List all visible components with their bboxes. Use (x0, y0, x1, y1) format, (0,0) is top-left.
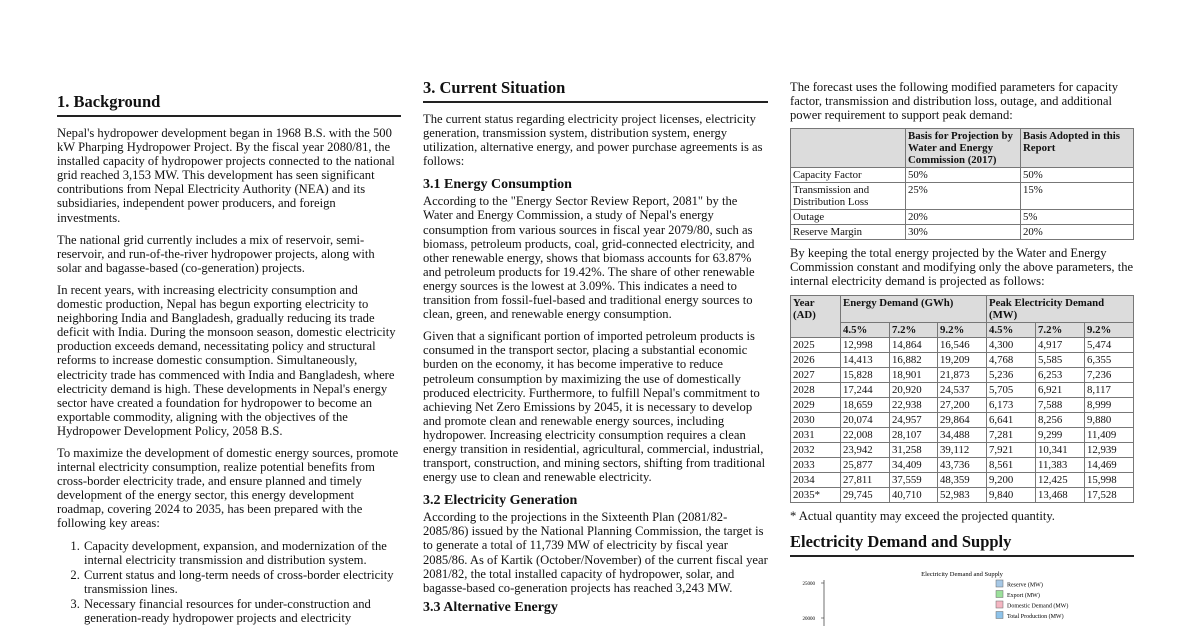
table-row (791, 427, 1134, 442)
legend-label: Domestic Demand (MW) (1007, 603, 1069, 610)
growth-rate-header: 4.5% (987, 322, 1036, 337)
table-cell: Capacity Factor (791, 168, 906, 183)
current-situation-intro: The current status regarding electricity project licenses, electricity generation, transmission system, distribution system, energy utilization, alternative energy, and power purchase agreements is as follows: (423, 112, 763, 169)
growth-rate-header: 4.5% (841, 322, 890, 337)
table-cell: 24,957 (890, 412, 938, 427)
table-cell: 18,659 (841, 397, 890, 412)
legend-label: Reserve (MW) (1007, 582, 1043, 589)
table-header: Basis Adopted in this Report (1021, 129, 1134, 168)
forecast-column (790, 80, 1134, 626)
forecast-intro: The forecast uses the following modified parameters for capacity factor, transmission and distribution loss, outage, and additional power requirement to support peak demand: (790, 80, 1119, 123)
table-cell: 29,745 (841, 487, 890, 502)
table-cell: 9,299 (1036, 427, 1085, 442)
table-cell: 11,383 (1036, 457, 1085, 472)
list-item: 2. Current status and long-term needs of cross-border electricity transmission lines. (83, 568, 401, 596)
table-cell: 21,873 (938, 367, 987, 382)
table-cell: 29,864 (938, 412, 987, 427)
year-cell: 2032 (791, 442, 841, 457)
background-paragraph: In recent years, with increasing electricity consumption and domestic production, Nepal has begun exporting electricity to neighboring India and Bangladesh, gradually reducing its trade deficit with India. During the monsoon season, domestic electricity production exceeds demand, necessitating policy and structural reforms to increase domestic consumption. Simultaneously, electricity trade has commenced with India and Bangladesh, where electricity demand is high. These developments in Nepal's energy sector have created a foundation for hydropower to become an exportable commodity, aligning with the objectives of the Hydropower Development Policy, 2058 B.S. (57, 282, 396, 438)
table-cell: 5,705 (987, 382, 1036, 397)
table-cell: 31,258 (890, 442, 938, 457)
table-row (791, 352, 1134, 367)
table-cell: 10,341 (1036, 442, 1085, 457)
parameter-table (790, 128, 1134, 240)
table-cell: 17,528 (1085, 487, 1134, 502)
table-row (791, 183, 1134, 210)
table-cell: 5,585 (1036, 352, 1085, 367)
table-cell: 25% (906, 183, 1021, 210)
table-cell: 4,917 (1036, 337, 1085, 352)
year-cell: 2034 (791, 472, 841, 487)
table-header (791, 129, 906, 168)
table-cell: 5% (1021, 210, 1134, 225)
table-cell: 14,413 (841, 352, 890, 367)
table-cell: 39,112 (938, 442, 987, 457)
table-row (791, 442, 1134, 457)
table-cell: 34,409 (890, 457, 938, 472)
background-heading: 1. Background (57, 92, 401, 117)
table-cell: 30% (906, 225, 1021, 240)
table-cell: 20,074 (841, 412, 890, 427)
table-cell: 6,641 (987, 412, 1036, 427)
table-header: Basis for Projection by Water and Energy Commission (2017) (906, 129, 1021, 168)
peak-demand-header: Peak Electricity Demand (MW) (987, 295, 1134, 322)
demand-supply-heading: Electricity Demand and Supply (790, 532, 1134, 557)
key-areas-list (57, 539, 401, 626)
table-cell: 15% (1021, 183, 1134, 210)
list-item: 1. Capacity development, expansion, and modernization of the internal electricity transmission and distribution system. (83, 539, 401, 567)
table-cell: 48,359 (938, 472, 987, 487)
table-cell: 7,281 (987, 427, 1036, 442)
table-cell: 6,173 (987, 397, 1036, 412)
table-cell: 14,864 (890, 337, 938, 352)
energy-consumption-paragraph: Given that a significant portion of imported petroleum products is consumed in the transport sector, placing a substantial economic burden on the economy, it has become imperative to reduce petroleum consumption by maximizing the use of domestically produced electricity. Furthermore, to fulfill Nepal's commitment to achieving Net Zero Emissions by 2045, it is necessary to develop and promote clean and renewable energy sources, including hydropower. Increasing electricity consumption requires a clean energy transition in residential, agricultural, commercial, industrial, transport, construction, and mining sectors, shifting from traditional energy use to clean and renewable electricity. (423, 329, 766, 485)
table-cell: 14,469 (1085, 457, 1134, 472)
table-cell: 5,236 (987, 367, 1036, 382)
table-cell: 9,840 (987, 487, 1036, 502)
legend-swatch (996, 590, 1003, 597)
table-cell: 7,236 (1085, 367, 1134, 382)
table-cell: 28,107 (890, 427, 938, 442)
legend-label: Export (MW) (1007, 592, 1040, 599)
table-cell: 6,355 (1085, 352, 1134, 367)
growth-rate-header: 9.2% (938, 322, 987, 337)
year-cell: 2027 (791, 367, 841, 382)
table-cell: 22,938 (890, 397, 938, 412)
table-cell: 27,200 (938, 397, 987, 412)
table-cell: 11,409 (1085, 427, 1134, 442)
y-tick-label: 20000 (802, 616, 815, 622)
year-cell: 2033 (791, 457, 841, 472)
table-cell: 9,880 (1085, 412, 1134, 427)
current-situation-heading: 3. Current Situation (423, 78, 768, 103)
table-cell: 20% (906, 210, 1021, 225)
legend-swatch (996, 611, 1003, 618)
chart-title: Electricity Demand and Supply (921, 570, 1003, 578)
table-cell: 8,999 (1085, 397, 1134, 412)
table-cell: 7,921 (987, 442, 1036, 457)
year-cell: 2025 (791, 337, 841, 352)
table-cell: 20% (1021, 225, 1134, 240)
year-cell: 2028 (791, 382, 841, 397)
table-row (791, 337, 1134, 352)
alternative-energy-heading: 3.3 Alternative Energy (423, 599, 558, 615)
energy-demand-header: Energy Demand (GWh) (841, 295, 987, 322)
table-cell: 16,546 (938, 337, 987, 352)
table-cell: 23,942 (841, 442, 890, 457)
table-row (791, 225, 1134, 240)
current-situation-column (423, 78, 768, 617)
table-cell: 8,561 (987, 457, 1036, 472)
table-cell: 34,488 (938, 427, 987, 442)
legend-label: Total Production (MW) (1007, 613, 1064, 620)
table-cell: 5,474 (1085, 337, 1134, 352)
demand-supply-chart (790, 566, 1134, 626)
table-cell: 15,998 (1085, 472, 1134, 487)
table-row (791, 382, 1134, 397)
year-header: Year (AD) (791, 295, 841, 337)
background-paragraph: The national grid currently includes a mix of reservoir, semi-reservoir, and run-of-the-river hydropower projects, along with solar and bagasse-based (co-generation) projects. (57, 232, 375, 275)
table-cell: 8,256 (1036, 412, 1085, 427)
table-cell: 43,736 (938, 457, 987, 472)
table-cell: 19,209 (938, 352, 987, 367)
table-row (791, 168, 1134, 183)
energy-consumption-heading: 3.1 Energy Consumption (423, 177, 572, 193)
background-paragraph: To maximize the development of domestic energy sources, promote internal electricity consumption, realize potential benefits from cross-border electricity trade, and ensure planned and timely development of the energy sector, this energy development roadmap, covering 2024 to 2035, has been prepared with the following key areas: (57, 445, 399, 531)
table-row (791, 472, 1134, 487)
growth-rate-header: 9.2% (1085, 322, 1134, 337)
table-row (791, 487, 1134, 502)
electricity-generation-paragraph: According to the projections in the Sixteenth Plan (2081/82-2085/86) issued by the National Planning Commission, the target is to generate a total of 11,739 MW of electricity by fiscal year 2085/86. As of Kartik (October/November) of the current fiscal year 2081/82, the total installed capacity of hydropower, solar, and bagasse-based co-generation projects has reached 3,243 MW. (423, 510, 768, 595)
table-cell: 13,468 (1036, 487, 1085, 502)
table-cell: 18,901 (890, 367, 938, 382)
year-cell: 2029 (791, 397, 841, 412)
table-cell: 37,559 (890, 472, 938, 487)
table-row (791, 457, 1134, 472)
table-cell: Reserve Margin (791, 225, 906, 240)
year-cell: 2035* (791, 487, 841, 502)
table-row (791, 210, 1134, 225)
table-cell: Transmission and Distribution Loss (791, 183, 906, 210)
table-cell: Outage (791, 210, 906, 225)
year-cell: 2030 (791, 412, 841, 427)
background-column (57, 92, 401, 626)
legend-swatch (996, 601, 1003, 608)
table-cell: 8,117 (1085, 382, 1134, 397)
table-cell: 50% (1021, 168, 1134, 183)
table-row (791, 412, 1134, 427)
background-paragraph: Nepal's hydropower development began in 1968 B.S. with the 500 kW Pharping Hydropower Project. By the fiscal year 2080/81, the installed capacity of hydropower projects connected to the national grid reached 3,153 MW. This development has seen significant contributions from Nepal Electricity Authority (NEA) and its subsidiaries, independent power producers, and foreign investments. (57, 126, 395, 225)
energy-consumption-paragraph: According to the "Energy Sector Review Report, 2081" by the Water and Energy Commission, a study of Nepal's energy consumption from various sources in fiscal year 2079/80, such as biomass, petroleum products, coal, grid-connected electricity, and other renewable energy, shows that biomass accounts for 63.87% and petroleum products for 19.42%. The share of other renewable energy sources is the lowest at 3.09%. This indicates a need to transition from fossil-fuel-based and traditional energy sources to clean, green, and renewable energy consumption. (423, 194, 755, 322)
year-cell: 2026 (791, 352, 841, 367)
growth-rate-header: 7.2% (890, 322, 938, 337)
year-cell: 2031 (791, 427, 841, 442)
table-cell: 7,588 (1036, 397, 1085, 412)
growth-rate-header: 7.2% (1036, 322, 1085, 337)
table-cell: 40,710 (890, 487, 938, 502)
table-row (791, 367, 1134, 382)
table-cell: 25,877 (841, 457, 890, 472)
demand-table (790, 295, 1134, 503)
table-cell: 24,537 (938, 382, 987, 397)
table-row (791, 397, 1134, 412)
table-cell: 16,882 (890, 352, 938, 367)
table-cell: 9,200 (987, 472, 1036, 487)
table-cell: 4,768 (987, 352, 1036, 367)
table-cell: 52,983 (938, 487, 987, 502)
electricity-generation-heading: 3.2 Electricity Generation (423, 493, 578, 509)
table-cell: 4,300 (987, 337, 1036, 352)
table-cell: 50% (906, 168, 1021, 183)
footnote: * Actual quantity may exceed the projected quantity. (790, 508, 1055, 523)
list-item: 3. Necessary financial resources for under-construction and generation-ready hydropower projects and electricity (83, 597, 401, 625)
table-cell: 15,828 (841, 367, 890, 382)
y-tick-label: 25000 (802, 581, 815, 587)
table-cell: 12,998 (841, 337, 890, 352)
table-cell: 12,939 (1085, 442, 1134, 457)
table-cell: 22,008 (841, 427, 890, 442)
projection-paragraph: By keeping the total energy projected by the Water and Energy Commission constant and modifying only the above parameters, the internal electricity demand is projected as follows: (790, 246, 1134, 289)
table-cell: 6,921 (1036, 382, 1085, 397)
table-cell: 27,811 (841, 472, 890, 487)
table-cell: 20,920 (890, 382, 938, 397)
legend-swatch (996, 580, 1003, 587)
table-cell: 6,253 (1036, 367, 1085, 382)
table-cell: 17,244 (841, 382, 890, 397)
table-cell: 12,425 (1036, 472, 1085, 487)
